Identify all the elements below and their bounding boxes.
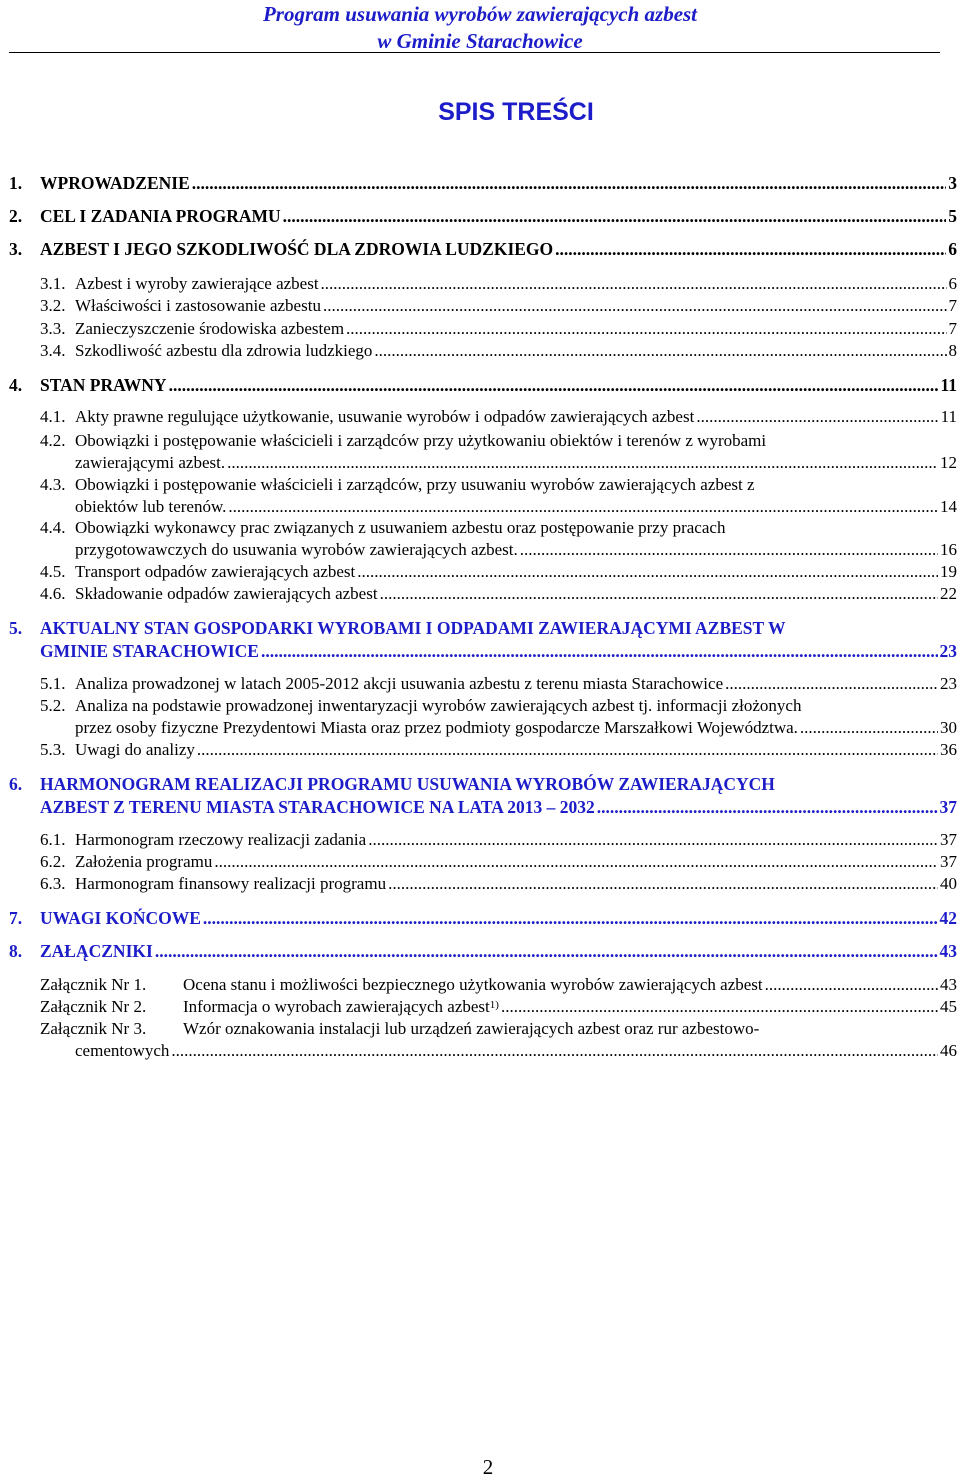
toc-entry-page: 40 (940, 874, 957, 893)
toc-entry-page: 46 (940, 1041, 957, 1060)
toc-dot-leader (388, 873, 938, 895)
page-number: 2 (482, 1455, 494, 1479)
toc-entry-text: AKTUALNY STAN GOSPODARKI WYROBAMI I ODPADAMI ZAWIERAJĄCYMI AZBEST W (40, 618, 786, 638)
toc-dot-leader (197, 739, 938, 761)
toc-entry-number: 2. (9, 206, 23, 226)
toc-entry-number: 3. (9, 239, 23, 259)
toc-entry-number: 4. (9, 375, 23, 395)
toc-entry-text: Uwagi do analizy (75, 740, 195, 759)
toc-entry-text: Zanieczyszczenie środowiska azbestem (75, 319, 345, 338)
toc-entry-text: ZAŁĄCZNIKI (40, 941, 153, 961)
toc-title: SPIS TREŚCI (438, 98, 594, 126)
toc-entry-page: 23 (940, 674, 957, 693)
toc-dot-leader (169, 374, 939, 396)
toc-entry-page: 8 (948, 341, 957, 360)
toc-dot-leader (228, 496, 938, 518)
toc-entry-text: obiektów lub terenów. (75, 497, 227, 516)
header-title-line2: w Gminie Starachowice (377, 29, 583, 53)
toc-entry-text: Harmonogram finansowy realizacji programu (75, 874, 387, 893)
toc-entry-number: 6. (9, 774, 23, 794)
toc-entry-number: 4.1. (40, 407, 66, 426)
toc-dot-leader (368, 829, 938, 851)
toc-entry-text: Obowiązki wykonawcy prac związanych z usuwaniem azbestu oraz postępowanie przy pracach (75, 518, 726, 537)
toc-entry-text: HARMONOGRAM REALIZACJI PROGRAMU USUWANIA WYROBÓW ZAWIERAJĄCYCH (40, 774, 775, 794)
toc-entry-page: 14 (940, 497, 957, 516)
toc-entry-text: Właściwości i zastosowanie azbestu (75, 296, 321, 315)
toc-entry-text: Informacja o wyrobach zawierających azbest (183, 997, 490, 1016)
toc-dot-leader (171, 1040, 938, 1062)
toc-entry-number: 6.2. (40, 852, 66, 871)
toc-entry-number: 3.1. (40, 274, 66, 293)
toc-entry-page: 12 (940, 453, 957, 472)
toc-entry-page: 36 (940, 740, 957, 759)
toc-dot-leader (725, 673, 938, 695)
toc-entry-text: Harmonogram rzeczowy realizacji zadania (75, 830, 367, 849)
toc-entry-page: 6 (948, 274, 957, 293)
toc-entry-number: 8. (9, 941, 23, 961)
toc-entry-text: Obowiązki i postępowanie właścicieli i zarządców, przy usuwaniu wyrobów zawierających azbest z (75, 475, 755, 494)
toc-entry-number: 4.6. (40, 584, 66, 603)
toc-entry-number: 3.3. (40, 319, 66, 338)
toc-entry-text: Analiza prowadzonej w latach 2005-2012 akcji usuwania azbestu z terenu miasta Starachowice (75, 674, 724, 693)
toc-entry-number: 5.3. (40, 740, 66, 759)
toc-entry-text: Ocena stanu i możliwości bezpiecznego użytkowania wyrobów zawierających azbest (183, 975, 763, 994)
toc-dot-leader (696, 406, 938, 428)
toc-entry-text: Wzór oznakowania instalacji lub urządzeń zawierających azbest oraz rur azbestowo- (183, 1019, 760, 1038)
toc-dot-leader (357, 561, 938, 583)
toc-entry-text: Szkodliwość azbestu dla zdrowia ludzkiego (75, 341, 373, 360)
toc-entry-number: 4.4. (40, 518, 66, 537)
toc-entry-page: 7 (948, 319, 957, 338)
toc-entry-page: 6 (948, 239, 957, 259)
toc-entry-text: CEL I ZADANIA PROGRAMU (40, 206, 281, 226)
toc-dot-leader (261, 640, 938, 662)
toc-entry-footnote-mark: 1) (489, 999, 499, 1011)
toc-entry-page: 43 (940, 975, 957, 994)
toc-entry-text: AZBEST Z TERENU MIASTA STARACHOWICE NA LATA 2013 – 2032 (40, 797, 595, 817)
toc-dot-leader (346, 318, 946, 340)
toc-dot-leader (555, 238, 946, 260)
toc-dot-leader (227, 452, 938, 474)
toc-entry-number: 5.1. (40, 674, 66, 693)
toc-entry-page: 42 (939, 908, 957, 928)
toc-entry-text: Transport odpadów zawierających azbest (75, 562, 356, 581)
toc-entry-number: Załącznik Nr 3. (40, 1019, 147, 1038)
header-title-line1: Program usuwania wyrobów zawierających azbest (262, 2, 698, 26)
toc-entry-page: 43 (939, 941, 957, 961)
toc-entry-page: 19 (940, 562, 957, 581)
toc-entry-number: Załącznik Nr 2. (40, 997, 147, 1016)
toc-entry-page: 37 (939, 797, 957, 817)
toc-entry-text: przez osoby fizyczne Prezydentowi Miasta oraz przez podmioty gospodarcze Marszałkowi Województwa. (75, 718, 798, 737)
toc-entry-text: Składowanie odpadów zawierających azbest (75, 584, 378, 603)
toc-entry-number: 7. (9, 908, 23, 928)
toc-entry-page: 11 (940, 407, 957, 426)
toc-entry-page: 16 (940, 540, 957, 559)
toc-dot-leader (374, 340, 946, 362)
header-divider (9, 52, 940, 53)
toc-entry-number: 3.2. (40, 296, 66, 315)
toc-entry-number: 4.3. (40, 475, 66, 494)
toc-entry-page: 11 (940, 375, 957, 395)
toc-entry-page: 22 (940, 584, 957, 603)
toc-entry-page: 5 (948, 206, 957, 226)
toc-entry-text: zawierającymi azbest. (75, 453, 226, 472)
toc-dot-leader (192, 172, 947, 194)
toc-entry-text: cementowych (75, 1041, 170, 1060)
toc-entry-page: 45 (940, 997, 957, 1016)
toc-entry-number: Załącznik Nr 1. (40, 975, 147, 994)
toc-entry-number: 3.4. (40, 341, 66, 360)
toc-entry-text: przygotowawczych do usuwania wyrobów zawierających azbest. (75, 540, 518, 559)
toc-dot-leader (380, 583, 938, 605)
toc-entry-text: Założenia programu (75, 852, 213, 871)
toc-entry-text: WPROWADZENIE (40, 173, 190, 193)
toc-dot-leader (800, 717, 938, 739)
toc-entry-number: 1. (9, 173, 23, 193)
toc-entry-number: 6.3. (40, 874, 66, 893)
toc-dot-leader (597, 796, 938, 818)
toc-dot-leader (214, 851, 938, 873)
toc-dot-leader (283, 205, 947, 227)
toc-entry-text: GMINIE STARACHOWICE (40, 641, 259, 661)
toc-entry-number: 5. (9, 618, 23, 638)
toc-dot-leader (323, 295, 947, 317)
toc-dot-leader (520, 539, 938, 561)
toc-entry-text: UWAGI KOŃCOWE (40, 908, 201, 928)
toc-dot-leader (155, 940, 938, 962)
toc-entry-text: STAN PRAWNY (40, 375, 167, 395)
toc-entry-page: 37 (940, 852, 957, 871)
toc-dot-leader (501, 996, 938, 1018)
toc-entry-number: 5.2. (40, 696, 66, 715)
page-header (0, 0, 960, 55)
toc-entry-page: 3 (948, 173, 957, 193)
toc-dot-leader (765, 974, 938, 996)
toc-entry-text: AZBEST I JEGO SZKODLIWOŚĆ DLA ZDROWIA LUDZKIEGO (40, 239, 554, 259)
toc-entry-page: 30 (940, 718, 957, 737)
toc-entry-number: 4.5. (40, 562, 66, 581)
toc-dot-leader (321, 273, 947, 295)
toc-entry-text: Akty prawne regulujące użytkowanie, usuwanie wyrobów i odpadów zawierających azbest (75, 407, 695, 426)
toc-entry-page: 23 (939, 641, 957, 661)
toc-entry-text: Obowiązki i postępowanie właścicieli i zarządców przy użytkowaniu obiektów i terenów z wyrobami (75, 431, 767, 450)
toc-dot-leader (203, 907, 938, 929)
toc-entry-page: 37 (940, 830, 957, 849)
toc-entry-number: 4.2. (40, 431, 66, 450)
toc-entry-text: Analiza na podstawie prowadzonej inwentaryzacji wyrobów zawierających azbest tj. informacji złożonych (75, 696, 802, 715)
toc-entry-number: 6.1. (40, 830, 66, 849)
toc-entry-page: 7 (948, 296, 957, 315)
toc-entry-text: Azbest i wyroby zawierające azbest (75, 274, 319, 293)
